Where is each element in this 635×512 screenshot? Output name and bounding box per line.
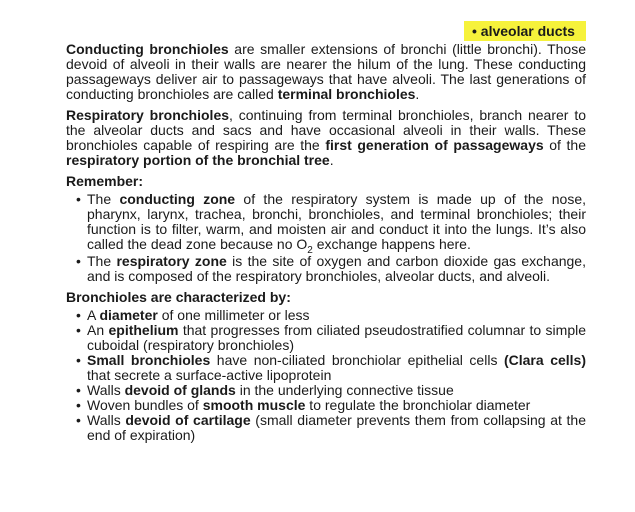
- text: Woven bundles of: [87, 397, 203, 413]
- text: to regulate the bronchiolar diameter: [305, 397, 531, 413]
- term: diameter: [99, 307, 158, 323]
- text: of the respiratory system is made up of the nose, pharynx, larynx, trachea, bronchi, bronchioles, and terminal bronchioles; their function is to filter, warm, and moisten air and conduct it into the lungs. It’s also called the dead zone because no O: [87, 191, 587, 252]
- bronchioles-heading: Bronchioles are characterized by:: [66, 289, 291, 305]
- term: Conducting bronchioles: [66, 41, 229, 57]
- remember-list: [66, 192, 586, 284]
- term: smooth muscle: [202, 397, 306, 413]
- term: devoid of glands: [124, 382, 236, 398]
- term: devoid of cartilage: [125, 412, 251, 428]
- term: respiratory zone: [116, 253, 227, 269]
- list-item: [76, 254, 586, 284]
- list-item: [76, 191, 587, 256]
- paragraph-conducting-bronchioles: [66, 42, 586, 102]
- text: , continuing from terminal bronchioles, branch nearer to the alveolar ducts and sacs and have occasional alveoli in their walls. These bronchioles capable of respiring are the: [66, 107, 586, 153]
- text: that progresses from ciliated pseudostratified columnar to simple cuboidal (respiratory bronchioles): [87, 322, 587, 353]
- term: Small bronchioles: [87, 352, 211, 368]
- list-item: [76, 383, 586, 398]
- bronchioles-list: [66, 308, 586, 443]
- text: of one millimeter or less: [157, 307, 310, 323]
- term: conducting zone: [119, 191, 236, 207]
- term: respiratory portion of the bronchial tree: [66, 152, 330, 168]
- text: is the site of oxygen and carbon dioxide gas exchange, and is composed of the respiratory bronchioles, alveolar ducts, and alveoli.: [87, 253, 586, 284]
- text: have non-ciliated bronchiolar epithelial cells: [210, 352, 504, 368]
- paragraph-respiratory-bronchioles: [66, 108, 586, 168]
- term: epithelium: [108, 322, 179, 338]
- document-body: [66, 42, 586, 443]
- text: The: [87, 191, 120, 207]
- remember-heading: Remember:: [66, 173, 144, 189]
- term: first generation of passageways: [325, 137, 544, 153]
- text: are smaller extensions of bronchi (little bronchi). Those devoid of alveoli in their walls are nearer the hilum of the lung. These conducting passageways deliver air to passageways that have alveoli. The last generations of conducting bronchioles are called: [66, 41, 586, 102]
- list-item: [76, 308, 586, 323]
- term: Respiratory bronchioles: [66, 107, 230, 123]
- text: .: [329, 152, 334, 168]
- list-item: [76, 413, 586, 443]
- list-item: [76, 398, 586, 413]
- text: Walls: [87, 382, 125, 398]
- text: .: [415, 86, 420, 102]
- text: that secrete a surface-active lipoprotein: [87, 367, 332, 383]
- text: exchange happens here.: [312, 236, 471, 252]
- subscript: 2: [307, 244, 313, 256]
- term: (Clara cells): [503, 352, 587, 368]
- text: (small diameter prevents them from collapsing at the end of expiration): [87, 412, 587, 443]
- text: An: [87, 322, 109, 338]
- list-item: [76, 353, 586, 383]
- term: terminal bronchioles: [277, 86, 416, 102]
- text: Walls: [87, 412, 126, 428]
- text: The: [87, 253, 117, 269]
- list-item: [76, 323, 586, 353]
- highlighted-tag: • alveolar ducts: [464, 21, 586, 41]
- text: of the: [543, 137, 586, 153]
- text: in the underlying connective tissue: [235, 382, 454, 398]
- text: A: [87, 307, 100, 323]
